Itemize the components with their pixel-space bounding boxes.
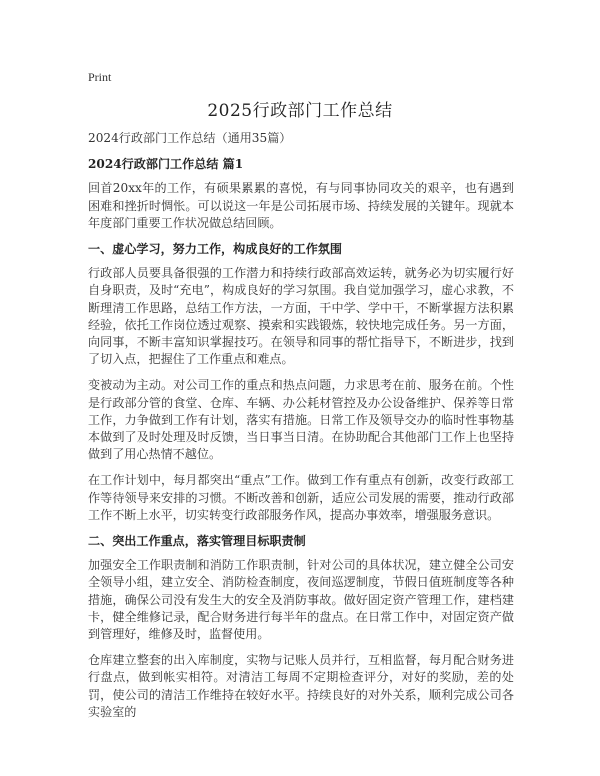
section-2-paragraph-2: 仓库建立整套的出入库制度，实物与记账人员并行，互相监督，每月配合财务进行盘点，做到帐实相符。对清洁工每周不定期检查评分，对好的奖励，差的处罚，使公司的清洁工作维持在较好水平。持续良好的对外关系，顺利完成公司各实验室的: [88, 653, 514, 719]
document-body: [88, 130, 514, 730]
document-title: 2025行政部门工作总结: [207, 101, 393, 121]
section-1-paragraph-3: 在工作计划中，每月都突出“重点”工作。做到工作有重点有创新，改变行政部工作等待领导来安排的习惯。不断改善和创新，适应公司发展的需要，推动行政部工作不断上水平，切实转变行政部服务作风，提高办事效率，增强服务意识。: [88, 473, 514, 522]
section-1-paragraph-2: 变被动为主动。对公司工作的重点和热点问题，力求思考在前、服务在前。个性是行政部分管的食堂、仓库、车辆、办公耗材管控及办公设备维护、保养等日常工作，力争做到工作有计划，落实有措施。日常工作及领导交办的临时性事物基本做到了及时处理及时反馈，当日事当日清。在协助配合其他部门工作上也坚持做到了用心热情不越位。: [88, 378, 514, 462]
intro-paragraph: 回首20xx年的工作，有硕果累累的喜悦，有与同事协同攻关的艰辛，也有遇到困难和挫折时惆怅。可以说这一年是公司拓展市场、持续发展的关键年。现就本年度部门重要工作状况做总结回顾。: [88, 181, 514, 230]
document-subtitle: 2024行政部门工作总结（通用35篇）: [88, 131, 292, 145]
section-1-heading: 一、虚心学习，努力工作，构成良好的工作氛围: [88, 242, 342, 257]
print-label[interactable]: Print: [88, 70, 112, 84]
section-2-heading: 二、突出工作重点，落实管理目标职责制: [88, 534, 306, 549]
section-2-paragraph-1: 加强安全工作职责制和消防工作职责制，针对公司的具体状况，建立健全公司安全领导小组，建立安全、消防检查制度，夜间巡逻制度，节假日值班制度等各种措施，确保公司没有发生大的安全及消防事故。做好固定资产管理工作，建档建卡，健全维修记录，配合财务进行每半年的盘点。在日常工作中，对固定资产做到管理好，维修及时，监督使用。: [88, 558, 514, 642]
section-1-paragraph-1: 行政部人员要具备很强的工作潜力和持续行政部高效运转，就务必为切实履行好自身职责，及时“充电”，构成良好的学习氛围。我自觉加强学习，虚心求教，不断理清工作思路，总结工作方法，一方面，干中学、学中干，不断掌握方法积累经验，依托工作岗位透过观察、摸索和实践锻炼，较快地完成任务。另一方面，向同事，不断丰富知识掌握技巧。在领导和同事的帮忙指导下，不断进步，找到了切入点，把握住了工作重点和难点。: [88, 266, 514, 367]
piece-title: 2024行政部门工作总结 篇1: [88, 157, 244, 172]
